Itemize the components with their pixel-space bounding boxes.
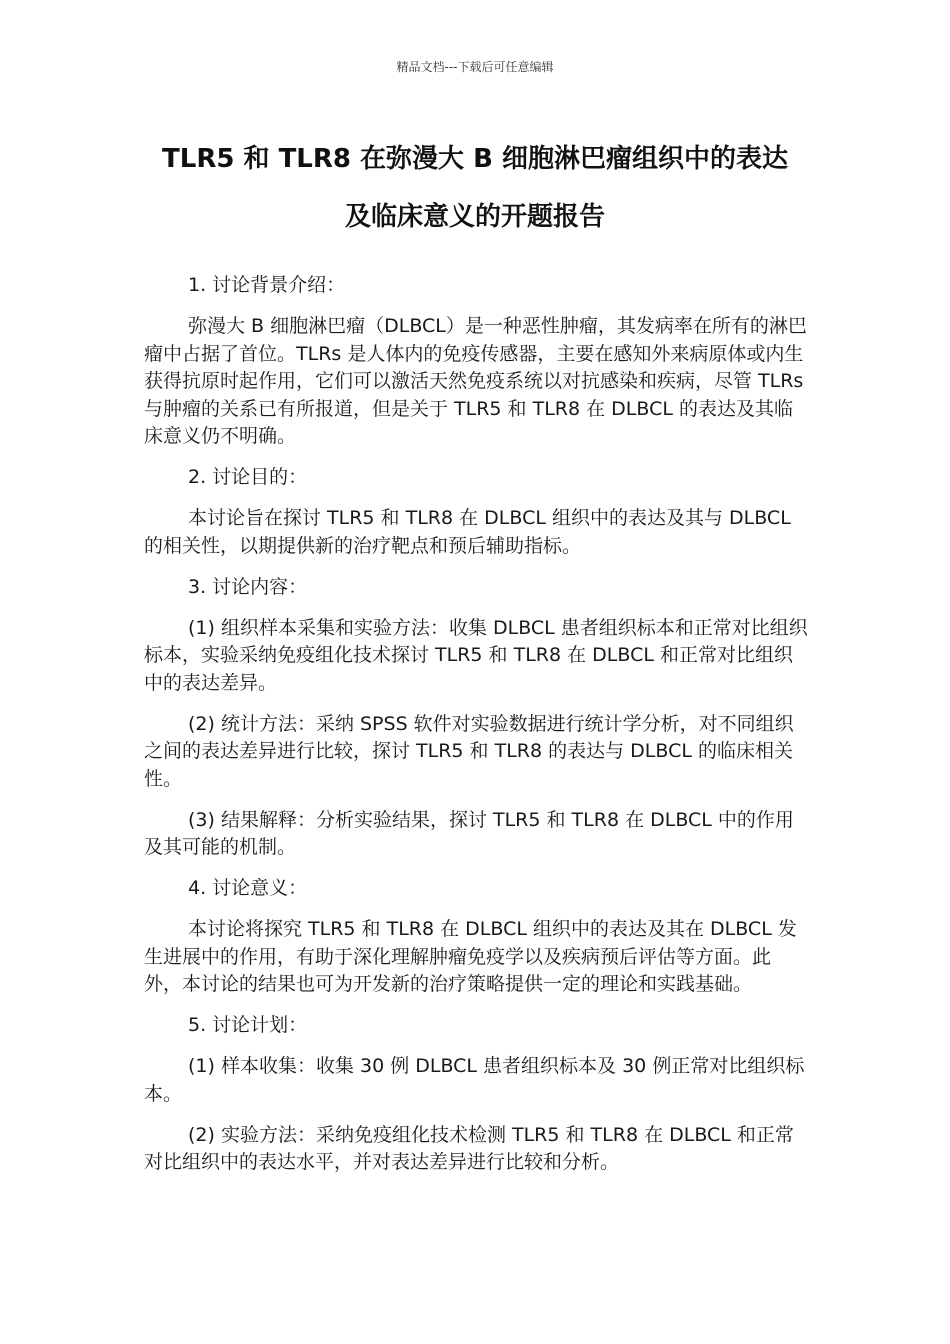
section-4-paragraph: 本讨论将探究 TLR5 和 TLR8 在 DLBCL 组织中的表达及其在 DLBCL 发生进展中的作用，有助于深化理解肿瘤免疫学以及疾病预后评估等方面。此外，本讨论的结果也可为开发新的治疗策略提供一定的理论和实践基础。 [144,918,797,995]
section-5-item-2: (2) 实验方法：采纳免疫组化技术检测 TLR5 和 TLR8 在 DLBCL 和正常对比组织中的表达水平，并对表达差异进行比较和分析。 [144,1123,794,1173]
document-title-line-1: TLR5 和 TLR8 在弥漫大 B 细胞淋巴瘤组织中的表达 [162,144,788,174]
section-1-paragraph: 弥漫大 B 细胞淋巴瘤（DLBCL）是一种恶性肿瘤，其发病率在所有的淋巴瘤中占据了首位。TLRs 是人体内的免疫传感器，主要在感知外来病原体或内生获得抗原时起作用，它们可以激活天然免疫系统以对抗感染和疾病，尽管 TLRs 与肿瘤的关系已有所报道，但是关于 TLR5 和 TLR8 在 DLBCL 的表达及其临床意义仍不明确。 [144,315,807,447]
document-title-line-2: 及临床意义的开题报告 [344,202,605,232]
section-3-item-1: (1) 组织样本采集和实验方法：收集 DLBCL 患者组织标本和正常对比组织标本，实验采纳免疫组化技术探讨 TLR5 和 TLR8 在 DLBCL 和正常对比组织中的表达差异。 [144,616,808,694]
section-5-item-1: (1) 样本收集：收集 30 例 DLBCL 患者组织标本及 30 例正常对比组织标本。 [144,1055,805,1105]
document-body [144,272,808,1190]
section-3-item-3: (3) 结果解释：分析实验结果，探讨 TLR5 和 TLR8 在 DLBCL 中的作用及其可能的机制。 [144,808,794,858]
header-note: 精品文档---下载后可任意编辑 [396,60,554,74]
section-1-heading: 1. 讨论背景介绍： [188,274,346,296]
section-5-heading: 5. 讨论计划： [188,1014,308,1036]
section-3-item-2: (2) 统计方法：采纳 SPSS 软件对实验数据进行统计学分析，对不同组织之间的表达差异进行比较，探讨 TLR5 和 TLR8 的表达与 DLBCL 的临床相关性。 [144,712,794,790]
section-2-paragraph: 本讨论旨在探讨 TLR5 和 TLR8 在 DLBCL 组织中的表达及其与 DLBCL 的相关性，以期提供新的治疗靶点和预后辅助指标。 [144,507,791,557]
section-3-heading: 3. 讨论内容： [188,575,308,598]
section-2-heading: 2. 讨论目的： [188,466,308,488]
section-4-heading: 4. 讨论意义： [188,877,308,899]
